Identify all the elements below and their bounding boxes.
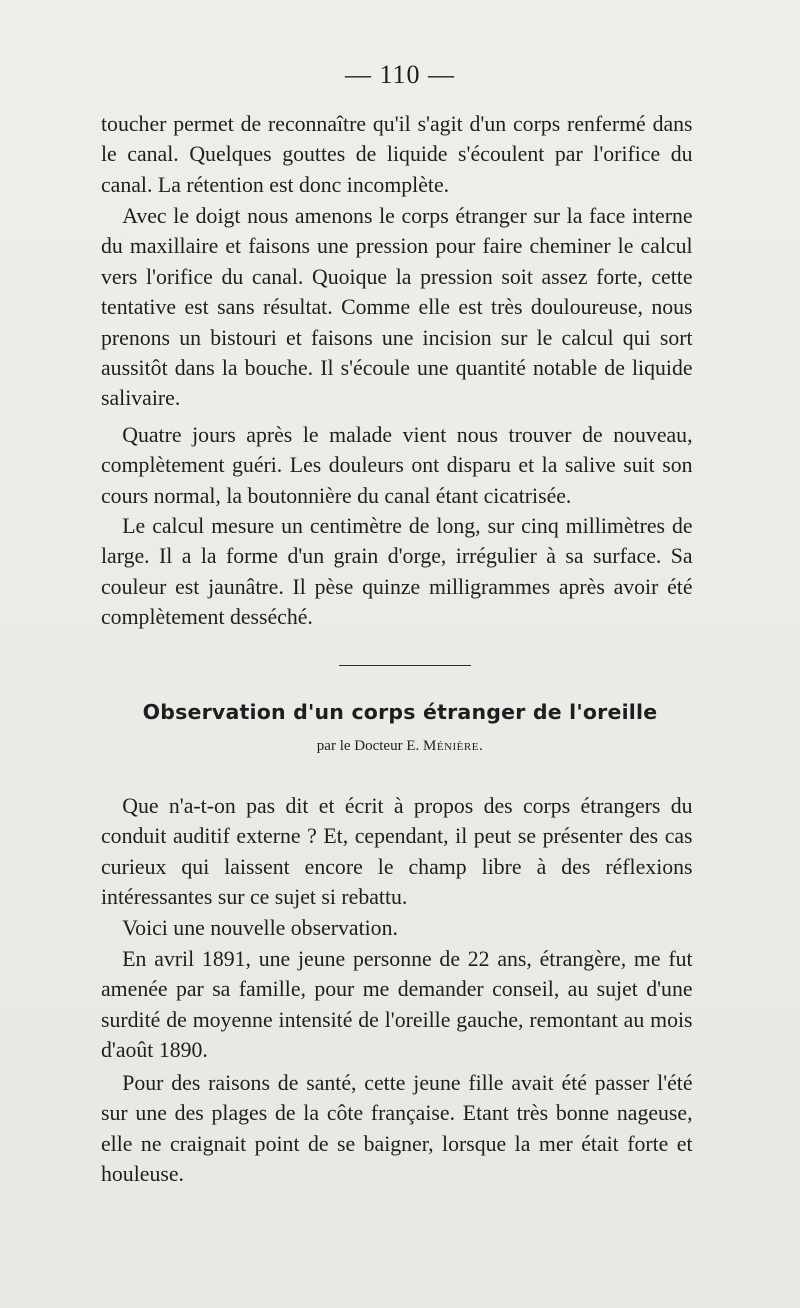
section-divider bbox=[339, 665, 471, 666]
author-name: Ménière. bbox=[423, 738, 484, 754]
paragraph-extraction-attempt: Avec le doigt nous amenons le corps étranger sur la face interne du maxillaire et faisons une pression pour faire cheminer le calcul vers l'orifice du canal. Quoique la pression soit assez forte, cette tentative est sans résultat. Comme elle est très douloureuse, nous prenons un bistouri et faisons une incision sur le calcul qui sort aussitôt dans la bouche. Il s'écoule une quantité notable de liquide salivaire. bbox=[101, 203, 693, 411]
page-number: — 110 — bbox=[344, 60, 456, 89]
paragraph-patient-context: Pour des raisons de santé, cette jeune fille avait été passer l'été sur une des plages de la côte française. Etant très bonne nageuse, elle ne craignait point de se baigner, lorsque la mer était forte et houleuse. bbox=[101, 1070, 693, 1187]
paragraph-calculus-description: Le calcul mesure un centimètre de long, sur cinq millimètres de large. Il a la forme d'un grain d'orge, irrégulier à sa surface. Sa couleur est jaunâtre. Il pèse quinze milligrammes après avoir été complètement desséché. bbox=[101, 513, 693, 630]
section-title: Observation d'un corps étranger de l'oreille bbox=[142, 700, 658, 724]
byline-prefix: par le Docteur E. bbox=[316, 738, 420, 754]
paragraph-patient-history: En avril 1891, une jeune personne de 22 ans, étrangère, me fut amenée par sa famille, pour me demander conseil, au sujet d'une surdité de moyenne intensité de l'oreille gauche, remontant au mois d'août 1890. bbox=[101, 946, 693, 1063]
paragraph-introduction: Que n'a-t-on pas dit et écrit à propos des corps étrangers du conduit auditif externe ? Et, cependant, il peut se présenter des cas curieux qui laissent encore le champ libre à des réflexions intéressantes sur ce sujet si rebattu. bbox=[101, 793, 693, 910]
paragraph-continued-text: toucher permet de reconnaître qu'il s'agit d'un corps renfermé dans le canal. Quelques gouttes de liquide s'écoulent par l'orifice du canal. La rétention est donc incomplète. bbox=[101, 111, 693, 197]
paragraph-new-observation: Voici une nouvelle observation. bbox=[122, 915, 398, 940]
author-byline bbox=[0, 738, 800, 755]
paragraph-recovery: Quatre jours après le malade vient nous trouver de nouveau, complètement guéri. Les douleurs ont disparu et la salive suit son cours normal, la boutonnière du canal étant cicatrisée. bbox=[101, 422, 693, 508]
